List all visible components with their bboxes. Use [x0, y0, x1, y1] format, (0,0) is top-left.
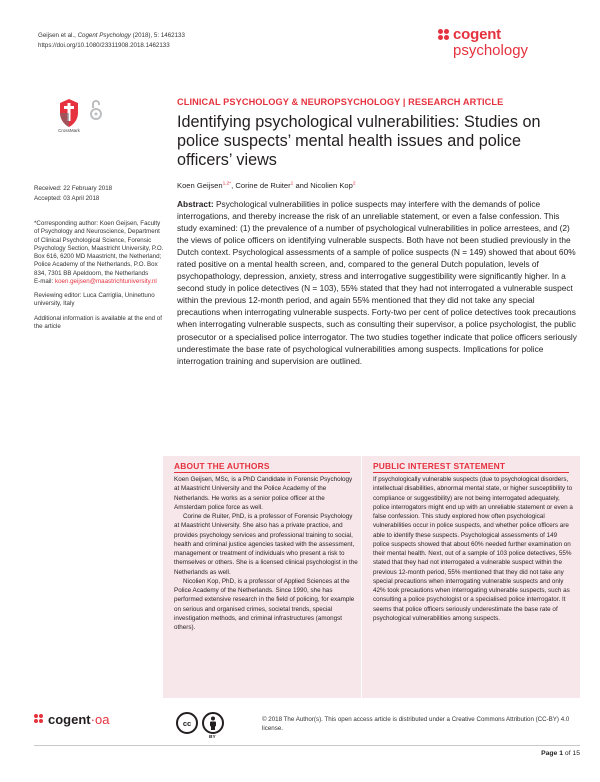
- author-name[interactable]: Corine de Ruiter: [235, 181, 291, 190]
- email-line: E-mail: koen.geijsen@maastrichtuniversity.nl: [34, 277, 157, 285]
- cogent-dots-icon: [438, 29, 452, 43]
- citation-line: Geijsen et al., Cogent Psychology (2018), 5: 1462133: [38, 32, 185, 39]
- footer-divider: [34, 745, 580, 746]
- about-authors-heading: ABOUT THE AUTHORS: [174, 461, 270, 471]
- article-dates: [34, 184, 164, 203]
- received-date: Received: 22 February 2018: [34, 185, 113, 192]
- public-interest-box: [362, 456, 580, 698]
- header-citation: [38, 31, 338, 50]
- article-title: Identifying psychological vulnerabilities: Studies on police suspects’ mental health issues and police officers’ views: [177, 113, 541, 169]
- doi-link[interactable]: https://doi.org/10.1080/23311908.2018.1462133: [38, 41, 170, 49]
- open-access-lock-icon: [90, 99, 102, 121]
- cogent-dots-icon: [34, 714, 46, 726]
- brand-name: cogent: [453, 26, 501, 43]
- about-authors-box: [163, 456, 361, 698]
- crossmark-icon[interactable]: [58, 98, 80, 128]
- section-label: CLINICAL PSYCHOLOGY & NEUROPSYCHOLOGY | RESEARCH ARTICLE: [177, 97, 504, 107]
- brand-journal: psychology: [453, 42, 529, 59]
- abstract: [177, 198, 577, 367]
- author-list: Koen Geijsen$^{1,2*}$, Corine de Ruiter$^1$ and Nicolien Kop$^2$: [177, 181, 356, 190]
- article-sidebar: [34, 220, 164, 331]
- corresponding-author: *Corresponding author: Koen Geijsen, Faculty of Psychology and Neuroscience, Department of Clinical Psychological Science, Forensic Psychology Section, Maastricht University, P.O. Box 616, 6200 MD Maastricht, the Netherland; Police Academy of the Netherlands, P.O. Box 834, 7301 BB Apeldoorn, the Netherlands: [34, 220, 164, 277]
- by-label: BY: [209, 735, 216, 740]
- article-badges: [58, 98, 118, 134]
- additional-info: Additional information is available at the end of the article: [34, 314, 162, 330]
- cogent-oa-logo: cogent·oa: [34, 711, 164, 729]
- abstract-text: Psychological vulnerabilities in police suspects may interfere with the demands of police interrogations, and thereby increase the risk of an unreliable statement, or even a false confession. This study examined: (1) the prevalence of a number of psychological vulnerabilities in police arrestees, and (2) the views of police officers on identifying vulnerable suspects. Both have not been studied previously in the Dutch context. Psychological assessments of a sample of police suspects (N = 149) showed that about 60% rated positive on a mental health screen, and, compared to the general Dutch population, levels of psychopathology, depression, anxiety, stress and interrogative suggestibility were significantly higher. In a second study in police detectives (N = 103), 55% stated that they had not interrogated a vulnerable suspect within the previous 12-month period, and again 55% mentioned that they did not take any special precautions when interrogating vulnerable suspects. Forty-two per cent of police detectives took precautions when interrogating vulnerable suspects, such as consulting their supervisor, a police psychologist, the public prosecutor or a specialised police interrogator. The two studies together indicate that police officers seriously underestimate the base rate of psychological vulnerabilities among suspects. Implications for police interrogation training and supervision are outlined.: [177, 199, 577, 366]
- author-name[interactable]: Koen Geijsen: [177, 181, 223, 190]
- author-affiliation-mark: 1: [290, 181, 294, 187]
- email-link[interactable]: koen.geijsen@maastrichtuniversity.nl: [54, 277, 157, 285]
- author-bio: Koen Geijsen, MSc, is a PhD Candidate in Forensic Psychology at Maastricht University and the Police Academy of the Netherlands. He works as a senior police officer at the Amsterdam police force as well.: [174, 476, 353, 511]
- public-interest-heading: PUBLIC INTEREST STATEMENT: [373, 461, 506, 471]
- cc-icon: cc: [176, 712, 198, 734]
- cc-by-badge[interactable]: [176, 712, 256, 740]
- about-authors-text: [174, 475, 358, 632]
- heading-rule: [174, 472, 350, 473]
- author-affiliation-mark: 1,2*: [222, 181, 232, 187]
- cogent-psychology-logo: [438, 27, 568, 63]
- heading-rule: [373, 472, 569, 473]
- author-bio: Nicolien Kop, PhD, is a professor of Applied Sciences at the Police Academy of the Netherlands. Since 1990, she has performed extensive research in the field of policing, for example on serious and organised crimes, societal trends, special investigation methods, and criminal infrastructures (amongst others).: [174, 577, 355, 631]
- abstract-label: Abstract:: [177, 199, 214, 209]
- license-statement: © 2018 The Author(s). This open access article is distributed under a Creative Commons Attribution (CC-BY) 4.0 license.: [262, 716, 570, 732]
- reviewing-editor: Reviewing editor: Luca Carriglia, Uninettuno university, Italy: [34, 292, 155, 308]
- public-interest-text: If psychologically vulnerable suspects (due to psychological disorders, intellectual disabilities, abnormal mental state, or higher susceptibility to compliance or suggestibility) are not being interrogated adequately, police interrogators might end up with an unreliable statement or even a false confession. This study explored how often psychological vulnerabilities occur in police suspects, and whether police officers are able to identify these suspects. Psychological assessments of 149 police suspects showed that about 60% needed further examination on their mental health. Next, out of a sample of 103 police detectives, 55% stated that they had not interrogated a vulnerable suspect within the previous 12-month period, 55% mentioned that they did not take any special precautions when interrogating vulnerable suspects and only 42% took precautions when interrogating vulnerable suspects, such as consulting a police psychologist or a specialised police interrogator. It seems that police officers seriously underestimate the base rate of psychological vulnerabilities among suspects.: [373, 476, 573, 622]
- author-affiliation-mark: 2: [352, 181, 356, 187]
- crossmark-label: CrossMark: [58, 128, 80, 133]
- accepted-date: Accepted: 03 April 2018: [34, 194, 100, 202]
- page-number: Page 1 of 15: [541, 750, 580, 757]
- author-name[interactable]: Nicolien Kop: [310, 181, 353, 190]
- author-bio: Corine de Ruiter, PhD, is a professor of Forensic Psychology at Maastricht University. She also has a private practice, and provides psychology services and professional training to social, health and criminal justice agencies tasked with the assessment, management or treatment of individuals who present a risk to themselves or others. She is a licensed clinical psychologist in the Netherlands as well.: [174, 513, 358, 576]
- person-icon: [202, 712, 224, 734]
